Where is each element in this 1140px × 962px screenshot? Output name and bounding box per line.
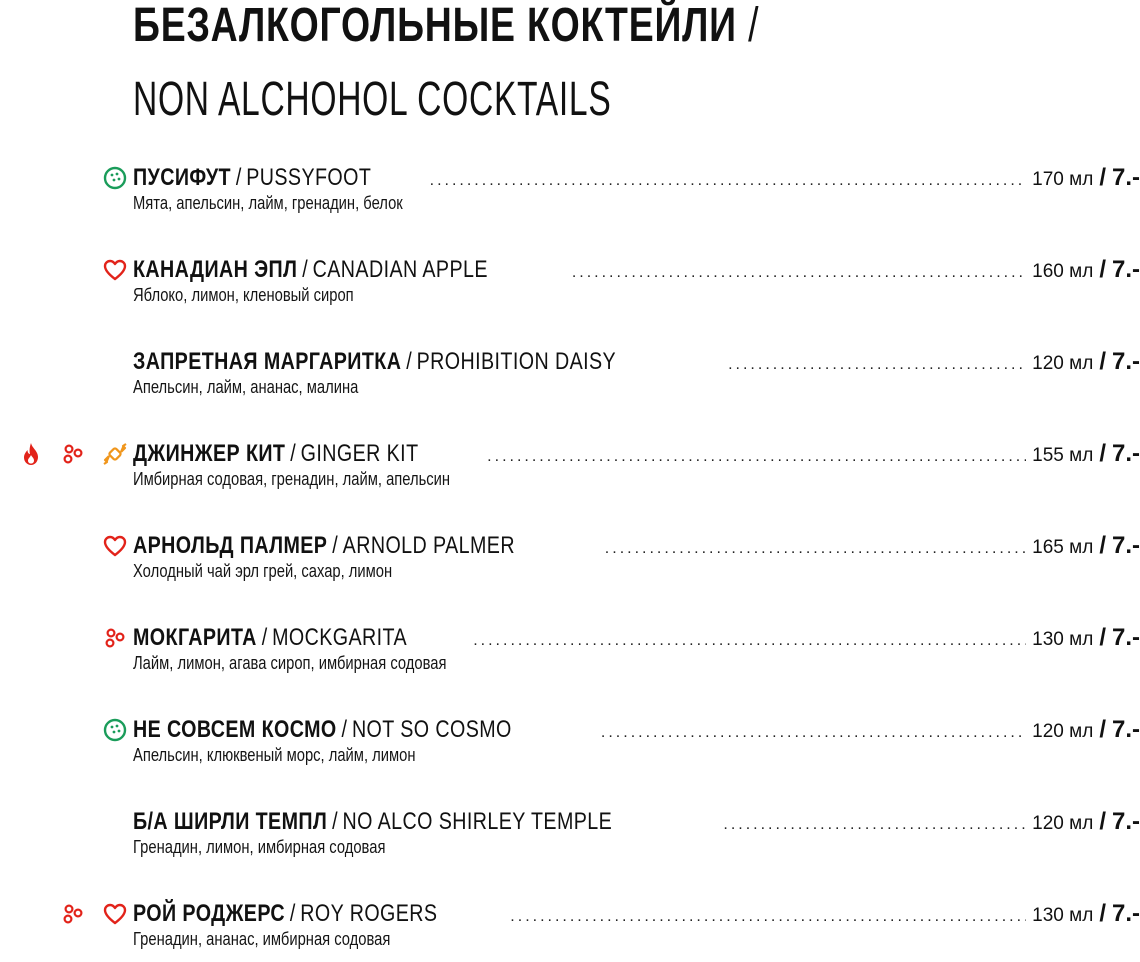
price-separator: / <box>1099 716 1106 743</box>
item-icons <box>102 532 128 560</box>
item-name-line <box>133 900 1140 928</box>
item-volume: 160 мл <box>1032 261 1094 282</box>
item-name-english: GINGER KIT <box>300 440 419 467</box>
price-separator: / <box>1099 808 1106 835</box>
item-name-russian: Б/А ШИРЛИ ТЕМПЛ <box>133 808 328 835</box>
item-name-russian: ЗАПРЕТНАЯ МАРГАРИТКА <box>133 348 402 375</box>
dot-leader <box>487 443 1026 471</box>
item-name-english: PUSSYFOOT <box>246 164 372 191</box>
fire-icon <box>18 441 44 467</box>
dot-leader <box>728 351 1026 379</box>
dot-leader <box>510 903 1026 931</box>
menu-item <box>0 716 1140 778</box>
item-name-russian: НЕ СОВСЕМ КОСМО <box>133 716 337 743</box>
berries-icon <box>60 441 86 467</box>
dot-leader <box>605 535 1026 563</box>
item-volume: 120 мл <box>1032 813 1094 834</box>
price-separator: / <box>1099 164 1106 191</box>
item-volume: 120 мл <box>1032 353 1094 374</box>
price-separator: / <box>1099 440 1106 467</box>
item-icons <box>102 716 128 744</box>
heart-icon <box>102 901 128 927</box>
item-name-russian: ПУСИФУТ <box>133 164 231 191</box>
dot-leader <box>430 167 1027 195</box>
item-name-line <box>133 532 1140 560</box>
item-volume: 155 мл <box>1032 445 1094 466</box>
item-name-russian: МОКГАРИТА <box>133 624 257 651</box>
item-description: Апельсин, лайм, ананас, малина <box>133 377 359 397</box>
item-icons <box>102 164 128 192</box>
item-name-separator: / <box>406 348 412 375</box>
menu-item <box>0 256 1140 318</box>
item-description: Яблоко, лимон, кленовый сироп <box>133 285 354 305</box>
item-name-separator: / <box>341 716 348 743</box>
item-price: 7.- <box>1111 440 1140 467</box>
item-price: 7.- <box>1111 716 1140 743</box>
item-name-separator: / <box>332 808 338 835</box>
dot-leader <box>601 719 1026 747</box>
item-description: Лайм, лимон, агава сироп, имбирная содовая <box>133 653 447 673</box>
item-volume: 170 мл <box>1032 169 1094 190</box>
lime-icon <box>102 165 128 191</box>
price-separator: / <box>1099 256 1106 283</box>
item-name-russian: ДЖИНЖЕР КИТ <box>133 440 286 467</box>
item-name-english: MOCKGARITA <box>272 624 408 651</box>
item-volume: 130 мл <box>1032 905 1094 926</box>
item-name-english: NO ALCO SHIRLEY TEMPLE <box>342 808 613 835</box>
price-separator: / <box>1099 900 1106 927</box>
item-description: Мята, апельсин, лайм, гренадин, белок <box>133 193 403 213</box>
item-name-separator: / <box>332 532 338 559</box>
item-name-english: ROY ROGERS <box>300 900 438 927</box>
item-name-english: NOT SO COSMO <box>351 716 512 743</box>
item-price: 7.- <box>1111 808 1140 835</box>
item-price: 7.- <box>1111 348 1140 375</box>
item-description: Гренадин, лимон, имбирная содовая <box>133 837 386 857</box>
menu-item <box>0 532 1140 594</box>
title-russian: БЕЗАЛКОГОЛЬНЫЕ КОКТЕЙЛИ <box>133 0 737 52</box>
dot-leader <box>473 627 1026 655</box>
menu-item <box>0 348 1140 410</box>
item-name-english: PROHIBITION DAISY <box>416 348 617 375</box>
item-volume: 120 мл <box>1032 721 1094 742</box>
item-description: Апельсин, клюквеный морс, лайм, лимон <box>133 745 416 765</box>
menu-item <box>0 164 1140 226</box>
dot-leader <box>572 259 1026 287</box>
item-volume: 165 мл <box>1032 537 1094 558</box>
item-description: Имбирная содовая, гренадин, лайм, апельсин <box>133 469 451 489</box>
page-subtitle: NON ALCHOHOL COCKTAILS <box>133 73 612 126</box>
menu-item <box>0 808 1140 870</box>
item-name-line <box>133 164 1140 192</box>
heart-icon <box>102 533 128 559</box>
item-price: 7.- <box>1111 164 1140 191</box>
item-name-line <box>133 716 1140 744</box>
price-separator: / <box>1099 624 1106 651</box>
title-slash: / <box>748 0 760 52</box>
item-price: 7.- <box>1111 532 1140 559</box>
price-separator: / <box>1099 348 1106 375</box>
price-separator: / <box>1099 532 1106 559</box>
item-icons <box>18 440 128 468</box>
lime-icon <box>102 717 128 743</box>
item-price: 7.- <box>1111 256 1140 283</box>
item-name-russian: КАНАДИАН ЭПЛ <box>133 256 298 283</box>
item-name-english: CANADIAN APPLE <box>312 256 488 283</box>
item-name-line <box>133 440 1140 468</box>
item-name-line <box>133 624 1140 652</box>
item-description: Гренадин, ананас, имбирная содовая <box>133 929 391 949</box>
item-name-separator: / <box>290 440 296 467</box>
item-name-line <box>133 348 1140 376</box>
item-name-separator: / <box>261 624 268 651</box>
heart-icon <box>102 257 128 283</box>
item-name-russian: АРНОЛЬД ПАЛМЕР <box>133 532 328 559</box>
item-icons <box>102 624 128 652</box>
item-volume: 130 мл <box>1032 629 1094 650</box>
item-price: 7.- <box>1111 624 1140 651</box>
item-name-separator: / <box>302 256 308 283</box>
candy-icon <box>102 441 128 467</box>
menu-item <box>0 440 1140 502</box>
menu-item <box>0 624 1140 686</box>
item-name-separator: / <box>289 900 296 927</box>
item-name-separator: / <box>235 164 242 191</box>
item-name-russian: РОЙ РОДЖЕРС <box>133 900 285 927</box>
dot-leader <box>723 811 1026 839</box>
item-name-line <box>133 808 1140 836</box>
item-icons <box>60 900 128 928</box>
item-price: 7.- <box>1111 900 1140 927</box>
item-description: Холодный чай эрл грей, сахар, лимон <box>133 561 393 581</box>
page-title <box>133 0 759 56</box>
berries-icon <box>60 901 86 927</box>
item-name-line <box>133 256 1140 284</box>
berries-icon <box>102 625 128 651</box>
item-icons <box>102 256 128 284</box>
item-name-english: ARNOLD PALMER <box>342 532 515 559</box>
